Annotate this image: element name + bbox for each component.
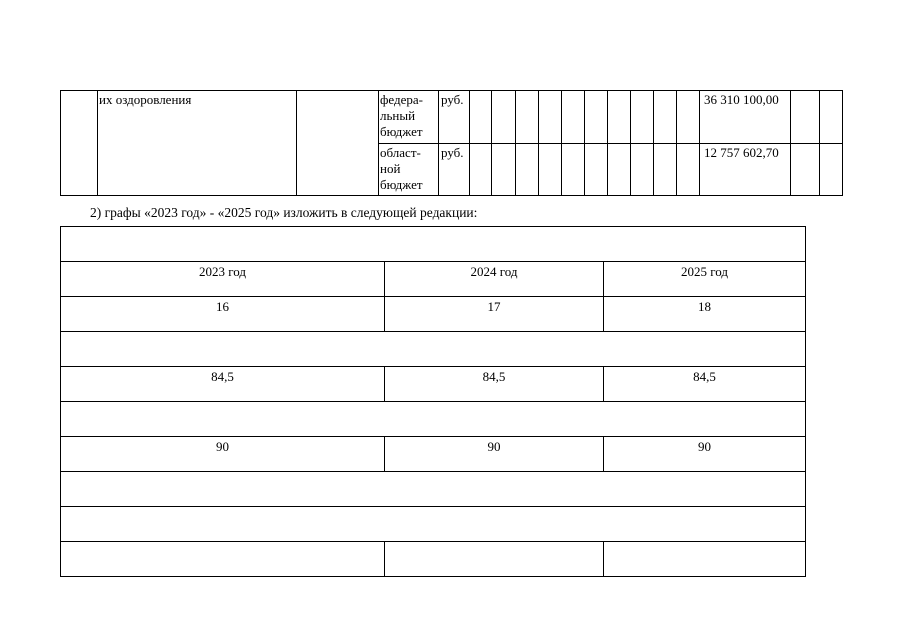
- budget-fragment-table: [60, 90, 843, 196]
- funding-source-federal: федера- льный бюджет: [380, 92, 424, 139]
- col-divider: [630, 90, 631, 196]
- col-divider: [790, 90, 791, 196]
- column-number-cell: 18: [604, 297, 806, 332]
- row-divider: [378, 143, 843, 144]
- col-divider: [515, 90, 516, 196]
- col-divider: [378, 90, 379, 196]
- col-divider: [296, 90, 297, 196]
- column-number-row: [61, 297, 806, 332]
- col-divider: [60, 90, 61, 196]
- value-cell: 90: [385, 437, 604, 472]
- table-cell: [61, 507, 806, 542]
- table-cell: [61, 402, 806, 437]
- col-divider: [469, 90, 470, 196]
- value-cell: 90: [61, 437, 385, 472]
- header-cell-2023: 2023 год: [61, 262, 385, 297]
- funding-source-regional: област- ной бюджет: [380, 145, 423, 192]
- col-divider: [676, 90, 677, 196]
- col-divider: [584, 90, 585, 196]
- column-number-cell: 16: [61, 297, 385, 332]
- header-cell-2025: 2025 год: [604, 262, 806, 297]
- table-cell: [61, 472, 806, 507]
- table-row: [61, 472, 806, 507]
- col-divider: [97, 90, 98, 196]
- table-row: [61, 227, 806, 262]
- table-row: [61, 332, 806, 367]
- value-cell: 84,5: [604, 367, 806, 402]
- value-cell: 90: [604, 437, 806, 472]
- unit-label: руб.: [441, 92, 464, 107]
- value-cell: 84,5: [385, 367, 604, 402]
- col-divider: [819, 90, 820, 196]
- table-cell: [61, 227, 806, 262]
- table-row: [61, 437, 806, 472]
- table-row: [61, 507, 806, 542]
- value-cell: 84,5: [61, 367, 385, 402]
- table-row: [61, 402, 806, 437]
- col-divider: [653, 90, 654, 196]
- col-divider: [607, 90, 608, 196]
- header-cell-2024: 2024 год: [385, 262, 604, 297]
- value-cell: [604, 542, 806, 577]
- col-divider: [438, 90, 439, 196]
- unit-label: руб.: [441, 145, 464, 160]
- column-number-cell: 17: [385, 297, 604, 332]
- instruction-paragraph: 2) графы «2023 год» - «2025 год» изложить в следующей редакции:: [90, 205, 478, 220]
- col-divider: [699, 90, 700, 196]
- years-table: [60, 226, 806, 577]
- header-row: [61, 262, 806, 297]
- table-row: [61, 542, 806, 577]
- col-divider: [842, 90, 843, 196]
- amount-regional: 12 757 602,70: [704, 145, 779, 160]
- table-border-top: [60, 90, 843, 91]
- col-divider: [491, 90, 492, 196]
- value-cell: [385, 542, 604, 577]
- table-row: [61, 367, 806, 402]
- value-cell: [61, 542, 385, 577]
- amount-federal: 36 310 100,00: [704, 92, 779, 107]
- table-cell: [61, 332, 806, 367]
- col-divider: [561, 90, 562, 196]
- measure-text: их оздоровления: [99, 92, 192, 107]
- table-border-bottom: [60, 195, 843, 196]
- col-divider: [538, 90, 539, 196]
